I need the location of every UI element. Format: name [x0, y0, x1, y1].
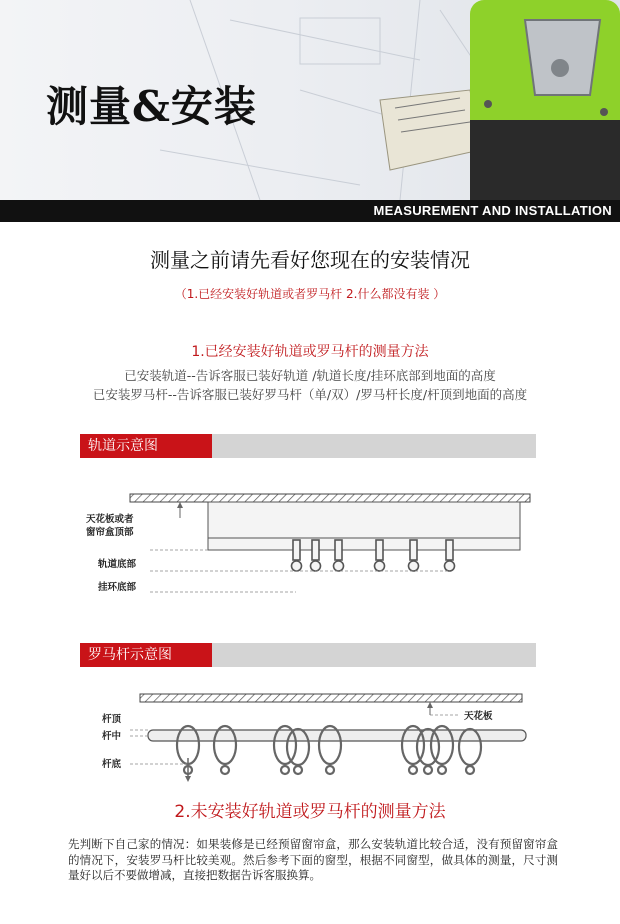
ceiling-hatch: [130, 494, 530, 502]
rod-diagram-header: [80, 643, 536, 667]
rod-diagram-label: 罗马杆示意图: [80, 643, 212, 667]
section1-line2: 已安装罗马杆--告诉客服已装好罗马杆（单/双）/罗马杆长度/杆顶到地面的高度: [92, 387, 528, 402]
rod-bottom-label: 杆底: [102, 759, 122, 770]
page-title: 测量&安装: [46, 82, 257, 131]
track-box: [208, 502, 520, 550]
section1-line1: 已安装轨道--告诉客服已装好轨道 /轨道长度/挂环底部到地面的高度: [124, 368, 496, 383]
rod-top-label: 杆顶: [102, 714, 122, 725]
track-bottom-label: 轨道底部: [98, 559, 137, 570]
rod-ceiling-hatch: [140, 694, 522, 702]
section2-title: 2.未安装好轨道或罗马杆的测量方法: [174, 802, 446, 822]
rod-ceiling-label: 天花板: [464, 711, 493, 722]
ceiling-label-2: 窗帘盒顶部: [86, 527, 134, 538]
ring-bottom-label: 挂环底部: [98, 582, 137, 593]
intro-subheading: （1.已经安装好轨道或者罗马杆 2.什么都没有装 ）: [174, 287, 446, 301]
track-diagram-header: [80, 434, 536, 458]
rod-middle-label: 杆中: [102, 731, 122, 742]
hero-banner: [0, 0, 620, 200]
intro-heading: 测量之前请先看好您现在的安装情况: [150, 248, 470, 272]
section2-paragraph: 先判断下自己家的情况：如果装修是已经预留窗帘盒，那么安装轨道比较合适，没有预留窗帘盒的情况下，安装罗马杆比较美观。然后参考下面的窗型，根据不同窗型，做具体的测量，尺寸测量好以后不要做增减，直接把数据告诉客服换算。: [68, 837, 558, 882]
section1-title: 1.已经安装好轨道或罗马杆的测量方法: [191, 344, 429, 360]
banner-bar: [0, 200, 620, 222]
tape-measure-icon: [380, 0, 620, 200]
track-diagram: [80, 488, 540, 600]
track-diagram-label: 轨道示意图: [80, 434, 212, 458]
ceiling-label-1: 天花板或者: [86, 514, 134, 525]
banner-text: MEASUREMENT AND INSTALLATION: [373, 203, 612, 218]
rod-diagram: [80, 690, 540, 786]
